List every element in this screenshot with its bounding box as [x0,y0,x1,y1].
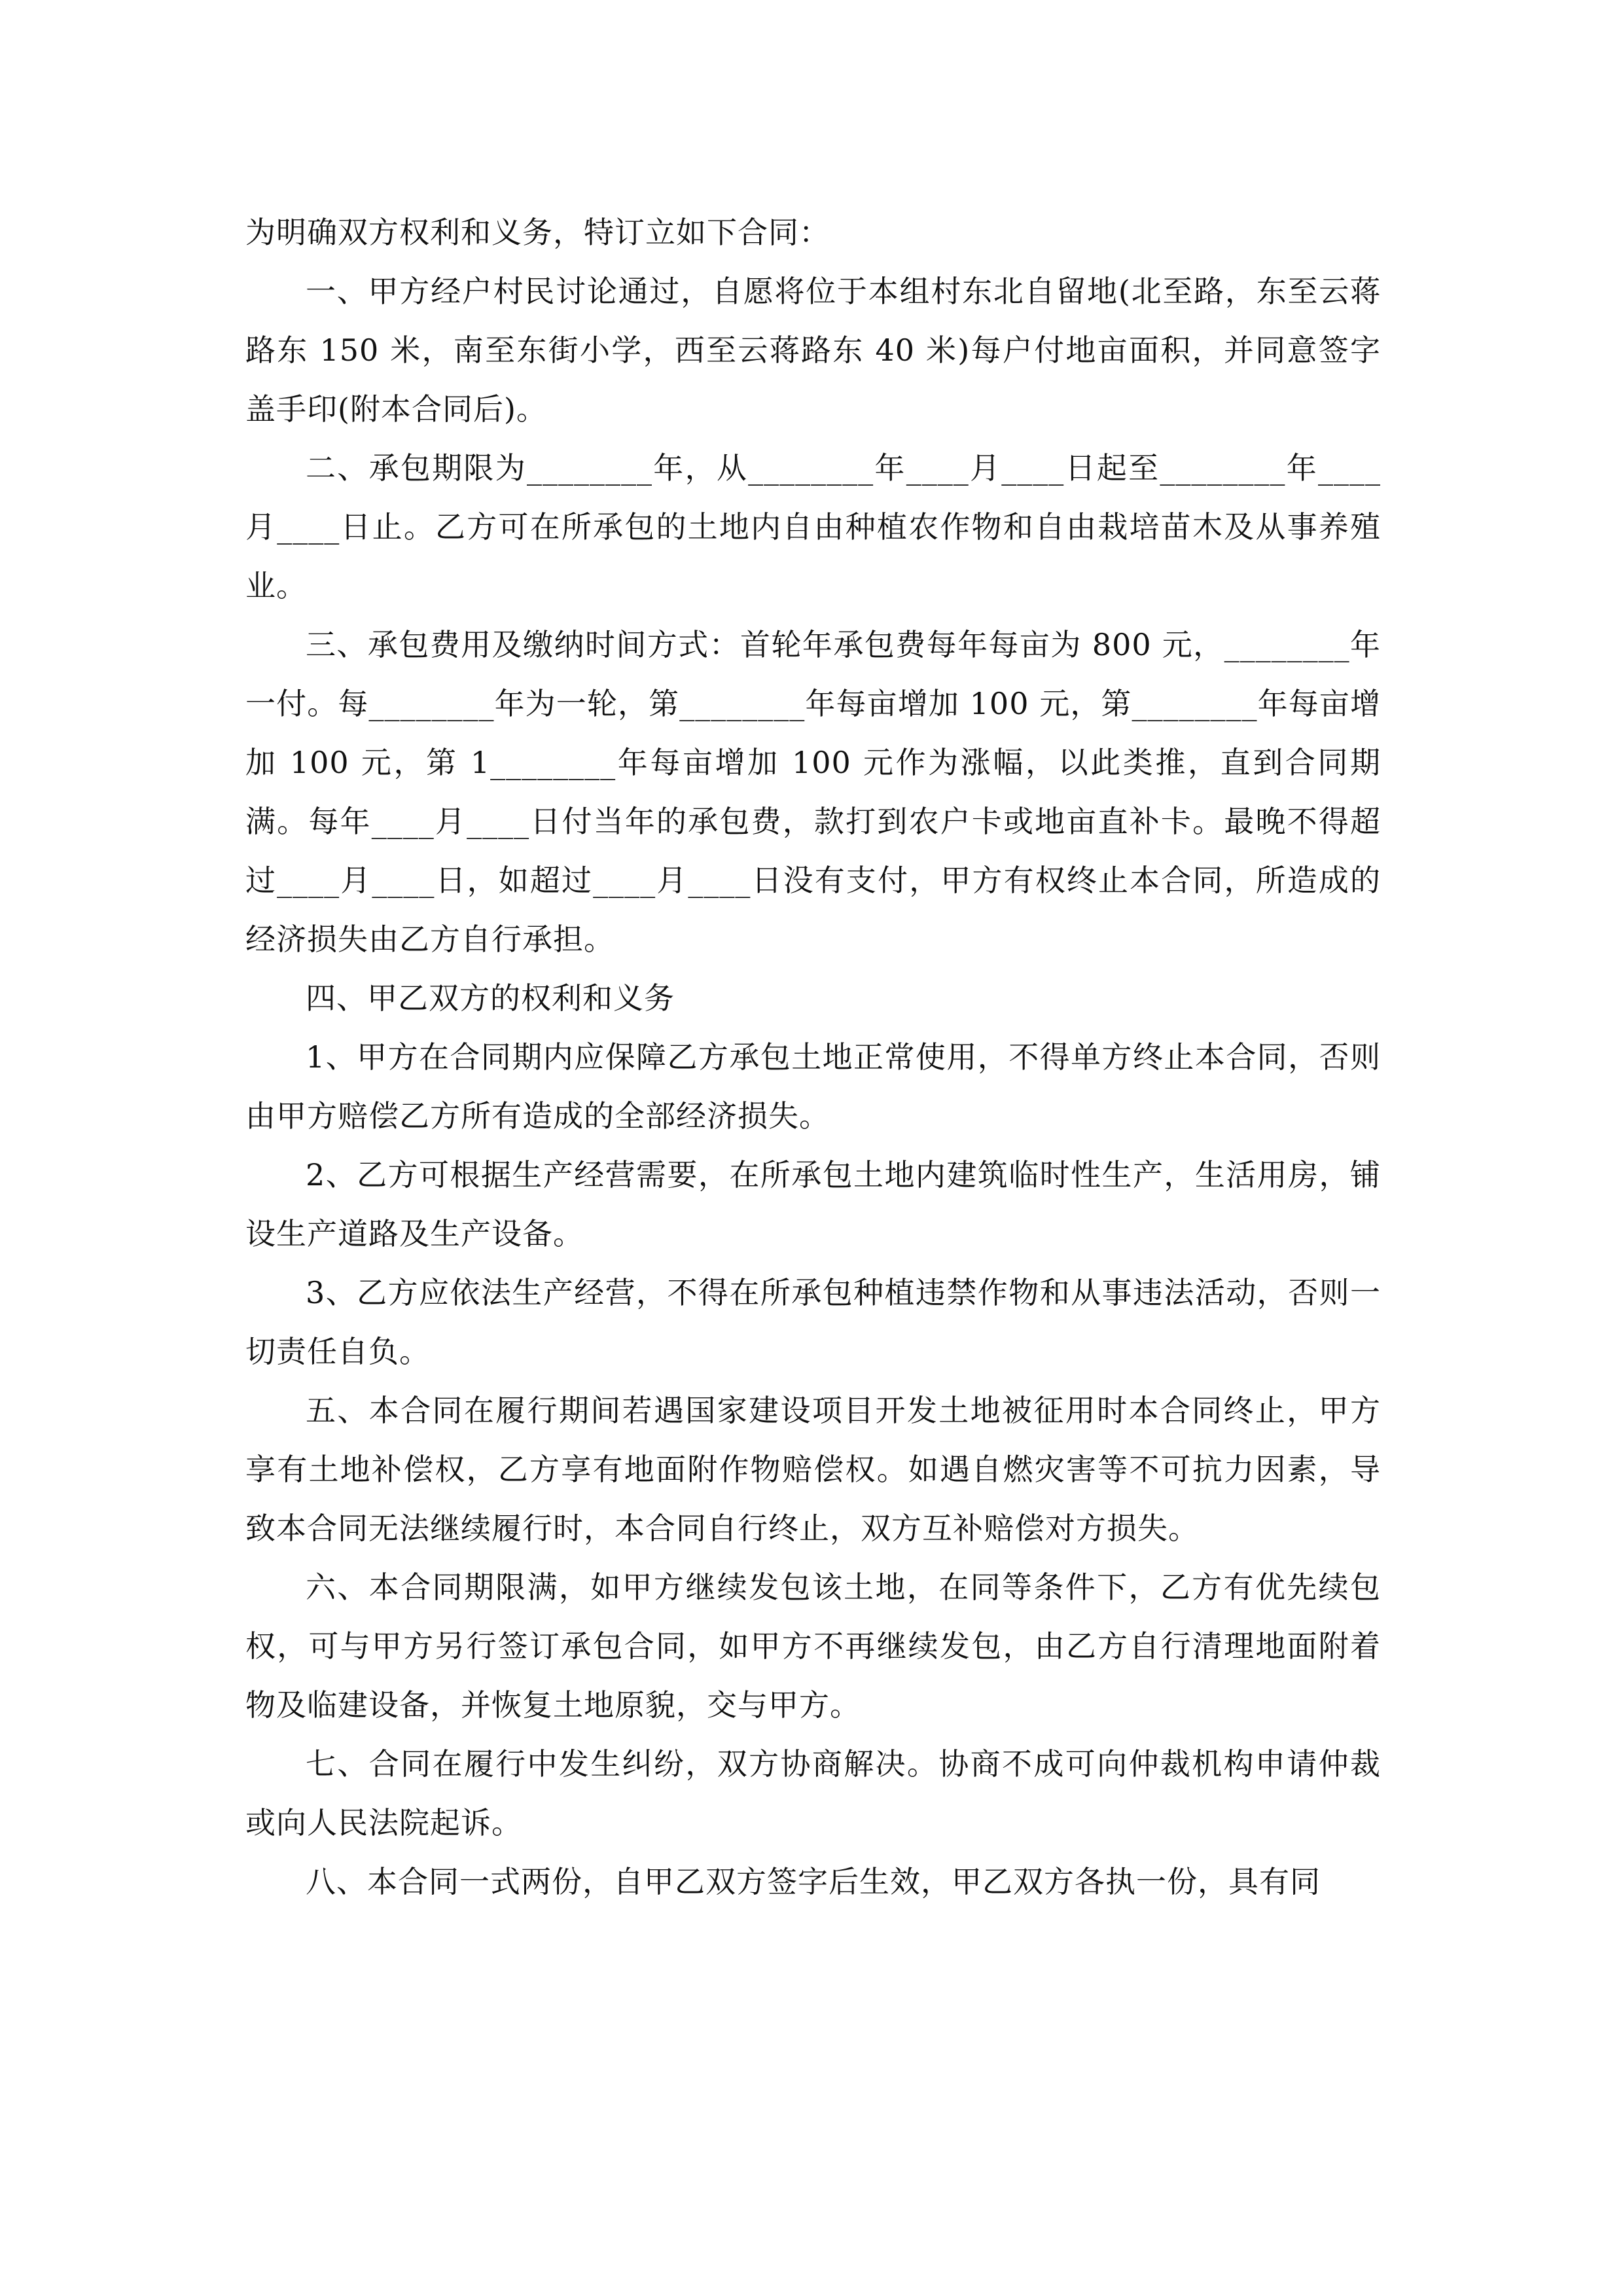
clause-1-paragraph: 一、甲方经户村民讨论通过，自愿将位于本组村东北自留地(北至路，东至云蒋路东 150 米，南至东街小学，西至云蒋路东 40 米)每户付地亩面积，并同意签字盖手印(附本合同后)。 [245,274,1381,427]
contract-body [245,203,1381,1911]
clause-4-heading: 四、甲乙双方的权利和义务 [306,980,675,1016]
intro-paragraph: 为明确双方权利和义务，特订立如下合同： [245,215,830,250]
clause-7-paragraph: 七、合同在履行中发生纠纷，双方协商解决。协商不成可向仲裁机构申请仲裁或向人民法院起诉。 [245,1746,1381,1840]
clause-3-paragraph: 三、承包费用及缴纳时间方式：首轮年承包费每年每亩为 800 元，________年一付。每________年为一轮，第________年每亩增加 100 元，第________年每亩增加 100 元，第 1________年每亩增加 100 元作为涨幅，以此类推，直到合同期满。每年____月____日付当年的承包费，款打到农户卡或地亩直补卡。最晚不得超过____月____日，如超过____月____日没有支付，甲方有权终止本合同，所造成的经济损失由乙方自行承担。 [245,627,1381,957]
clause-2-paragraph: 二、承包期限为________年，从________年____月____日起至________年____月____日止。乙方可在所承包的土地内自由种植农作物和自由栽培苗木及从事养殖业。 [245,450,1381,603]
clause-5-paragraph: 五、本合同在履行期间若遇国家建设项目开发土地被征用时本合同终止，甲方享有土地补偿权，乙方享有地面附作物赔偿权。如遇自燃灾害等不可抗力因素，导致本合同无法继续履行时，本合同自行终止，双方互补赔偿对方损失。 [245,1393,1381,1546]
clause-4-item-2: 2、乙方可根据生产经营需要，在所承包土地内建筑临时性生产，生活用房，铺设生产道路及生产设备。 [245,1157,1381,1251]
clause-8-paragraph: 八、本合同一式两份，自甲乙双方签字后生效，甲乙双方各执一份，具有同 [306,1864,1321,1899]
clause-4-item-3: 3、乙方应依法生产经营，不得在所承包种植违禁作物和从事违法活动，否则一切责任自负。 [245,1275,1381,1369]
clause-6-paragraph: 六、本合同期限满，如甲方继续发包该土地，在同等条件下，乙方有优先续包权，可与甲方另行签订承包合同，如甲方不再继续发包，由乙方自行清理地面附着物及临建设备，并恢复土地原貌，交与甲方。 [245,1570,1381,1723]
clause-4-item-1: 1、甲方在合同期内应保障乙方承包土地正常使用，不得单方终止本合同，否则由甲方赔偿乙方所有造成的全部经济损失。 [245,1039,1381,1134]
